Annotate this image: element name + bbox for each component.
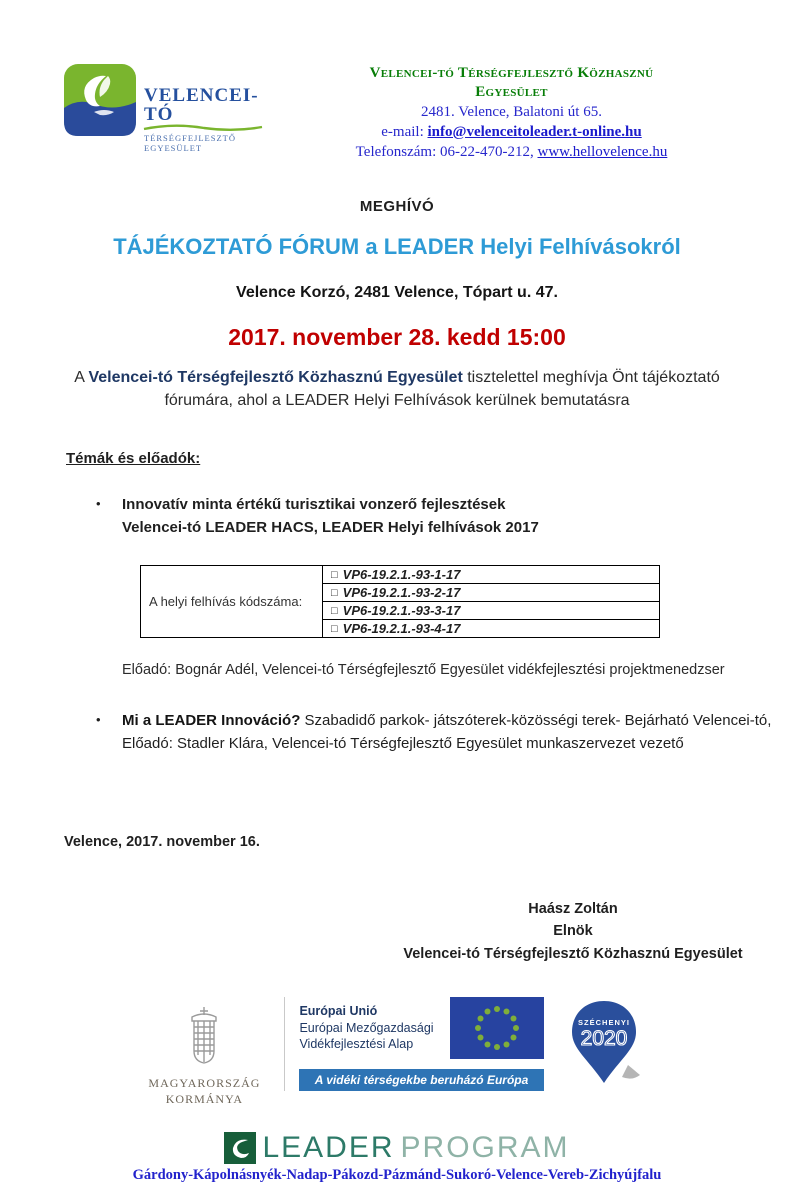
eu-line1: Európai Unió: [299, 1003, 378, 1018]
bullet-icon: •: [96, 495, 101, 511]
eu-top-row: [299, 997, 543, 1059]
eu-funding-block: [284, 997, 543, 1091]
eu-flag-icon: [450, 997, 544, 1059]
gov-logo-text: [148, 1076, 260, 1107]
org-contact-block: [279, 64, 734, 162]
topic-bullet-1-line2: Velencei-tó LEADER HACS, LEADER Helyi felhívások 2017: [122, 518, 539, 536]
table-row: [141, 566, 660, 584]
email-link[interactable]: info@velenceitoleader.t-online.hu: [427, 123, 642, 140]
intro-paragraph: [72, 366, 722, 412]
logo-wave-icon: [144, 125, 262, 131]
code-value-4: VP6-19.2.1.-93-4-17: [342, 621, 461, 637]
code-cell-4: [323, 620, 660, 638]
leader-program-logo: [0, 1131, 794, 1165]
topic-bullet-2: [96, 709, 794, 756]
hungarian-government-logo: [148, 997, 260, 1107]
intro-suffix: tisztelettel meghívja Önt tájékoztató fórumára, ahol a LEADER Helyi Felhívások kerülnek bemutatásra: [164, 369, 720, 410]
leader-program-icon: [224, 1132, 256, 1164]
svg-text:2020: 2020: [580, 1027, 627, 1051]
letterhead: [0, 0, 794, 162]
gov-line2: KORMÁNYA: [165, 1091, 244, 1106]
eu-line3: Vidékfejlesztési Alap: [299, 1037, 414, 1052]
call-codes-table: [140, 565, 660, 638]
eu-text-block: [299, 1003, 433, 1054]
signature-block: [388, 898, 758, 965]
leader-program-word1: LEADER: [262, 1131, 395, 1165]
org-email-line: [289, 122, 734, 142]
signature-name: Haász Zoltán: [528, 900, 618, 917]
presenter-1: Előadó: Bognár Adél, Velencei-tó Térségfejlesztő Egyesület vidékfejlesztési projektmenedzser: [122, 662, 725, 679]
org-name-line2: Egyesület: [475, 83, 548, 100]
code-value-3: VP6-19.2.1.-93-3-17: [342, 603, 461, 619]
phone-label: Telefonszám: 06-22-470-212,: [355, 144, 538, 160]
szechenyi-2020-pin-icon: [568, 999, 646, 1091]
code-value-1: VP6-19.2.1.-93-1-17: [342, 567, 461, 583]
topic-bullet-2-rest: Szabadidő parkok- játszóterek-közösségi terek- Bejárható Velencei-tó,: [300, 712, 772, 730]
velencei-to-logo: [64, 64, 279, 162]
topic-bullet-1-text: [122, 493, 539, 540]
topic-bullet-2-bold: Mi a LEADER Innováció?: [122, 712, 301, 730]
code-cell-1: [323, 566, 660, 584]
checkbox-icon: □: [331, 623, 338, 636]
signature-org: Velencei-tó Térségfejlesztő Közhasznú Egyesület: [403, 945, 743, 962]
leader-program-word2: PROGRAM: [400, 1131, 570, 1165]
gov-line1: MAGYARORSZÁG: [148, 1076, 261, 1091]
topic-bullet-1: [96, 493, 794, 540]
topic-bullet-2-line2: Előadó: Stadler Klára, Velencei-tó Térségfejlesztő Egyesület munkaszervezet vezető: [122, 735, 684, 753]
document-dateline: Velence, 2017. november 16.: [64, 833, 260, 850]
logo-subtitle: TÉRSÉGFEJLESZTŐ EGYESÜLET: [144, 133, 236, 153]
website-link[interactable]: www.hellovelence.hu: [537, 144, 668, 160]
szechenyi-2020-logo: [568, 997, 646, 1096]
signature-title: Elnök: [553, 923, 593, 940]
topic-bullet-2-text: [122, 709, 771, 756]
code-cell-2: [323, 584, 660, 602]
intro-org-name: Velencei-tó Térségfejlesztő Közhasznú Egyesület: [88, 369, 463, 387]
email-label: e-mail:: [381, 123, 428, 140]
velencei-to-logo-icon: [64, 64, 136, 136]
org-phone-line: [289, 142, 734, 162]
codes-label-cell: A helyi felhívás kódszáma:: [141, 566, 323, 638]
intro-prefix: A: [74, 369, 89, 387]
org-name: [289, 64, 734, 102]
bullet-icon: •: [96, 712, 101, 728]
eu-line2: Európai Mezőgazdasági: [299, 1020, 434, 1035]
topics-heading: Témák és előadók:: [66, 449, 201, 467]
event-datetime: 2017. november 28. kedd 15:00: [228, 324, 566, 351]
org-name-line1: Velencei-tó Térségfejlesztő Közhasznú: [369, 65, 654, 81]
code-value-2: VP6-19.2.1.-93-2-17: [342, 585, 461, 601]
logo-title: VELENCEI-TÓ: [144, 85, 259, 125]
member-towns-line: Gárdony-Kápolnásnyék-Nadap-Pákozd-Pázmánd-Sukoró-Velence-Vereb-Zichyújfalu: [132, 1167, 662, 1184]
velencei-to-logo-text: [144, 64, 279, 153]
code-cell-3: [323, 602, 660, 620]
checkbox-icon: □: [331, 569, 338, 582]
svg-text:SZÉCHENYI: SZÉCHENYI: [577, 1018, 630, 1028]
page-title: TÁJÉKOZTATÓ FÓRUM a LEADER Helyi Felhívásokról: [113, 234, 681, 260]
checkbox-icon: □: [331, 587, 338, 600]
hungarian-crest-icon: [176, 1003, 232, 1067]
topic-bullet-1-line1: Innovatív minta értékű turisztikai vonzerő fejlesztések: [122, 495, 506, 513]
footer-logos: [0, 997, 794, 1107]
eu-banner: A vidéki térségekbe beruházó Európa: [299, 1069, 543, 1091]
org-address: 2481. Velence, Balatoni út 65.: [421, 103, 602, 120]
event-location: Velence Korzó, 2481 Velence, Tópart u. 47.: [236, 284, 558, 302]
document-kicker: MEGHÍVÓ: [359, 198, 435, 216]
checkbox-icon: □: [331, 605, 338, 618]
